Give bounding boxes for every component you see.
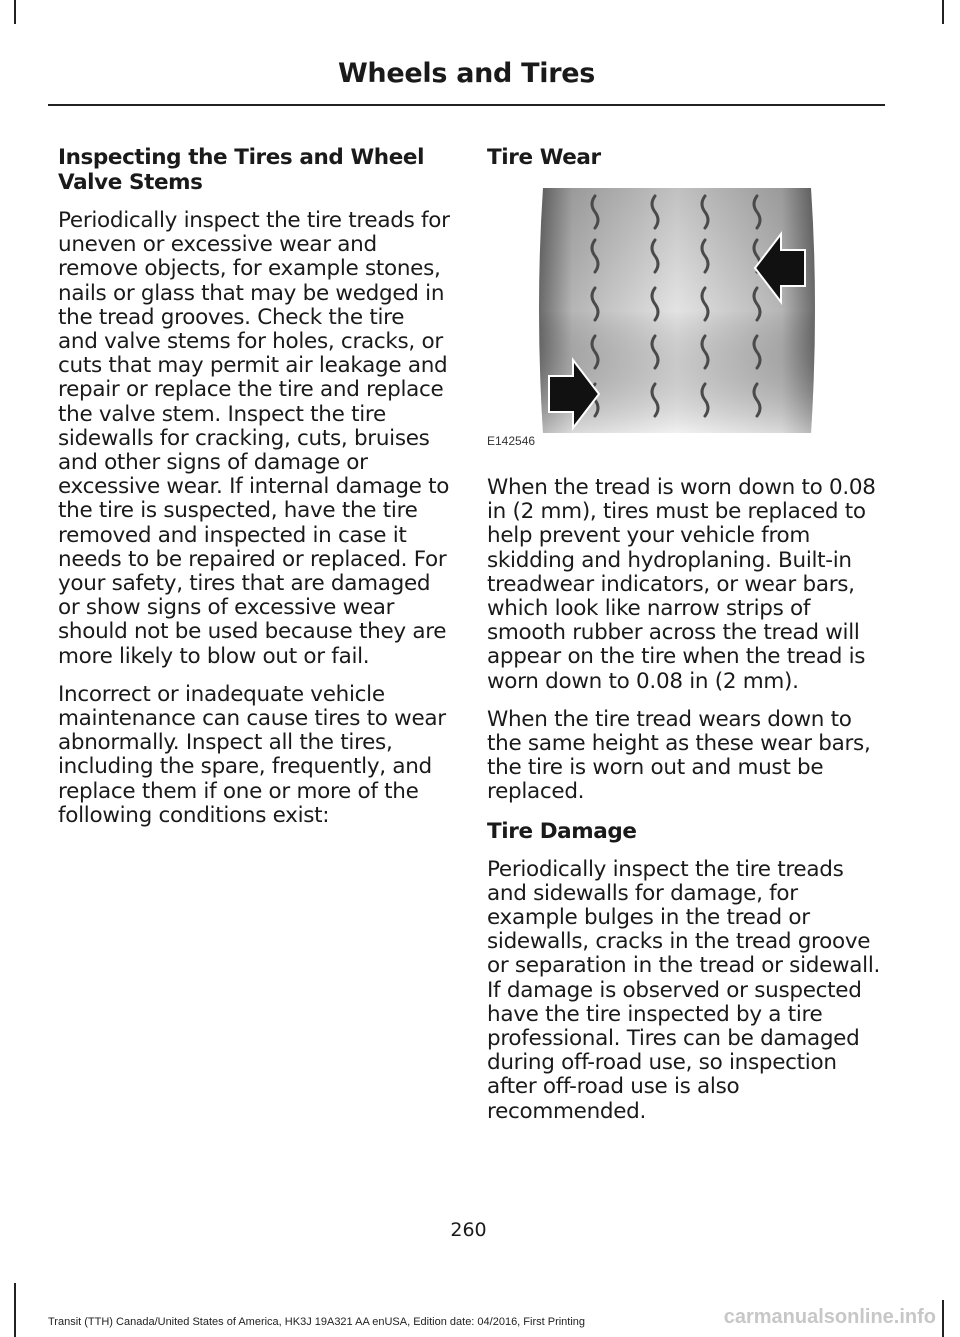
paragraph-wear-bars: When the tire tread wears down to the same height as these wear bars, the tire is worn out and must be replaced. (487, 706, 871, 805)
watermark: carmanualsonline.info (723, 1306, 936, 1328)
tire-tread-illustration (535, 188, 819, 433)
left-column (58, 145, 450, 842)
tire-wear-figure (487, 188, 837, 448)
footer-edition-info: Transit (TTH) Canada/United States of America, HK3J 19A321 AA enUSA, Edition date: 04/2016, First Printing (48, 1316, 586, 1328)
crop-mark-bottom-right (942, 1300, 944, 1337)
crop-mark-top-right (942, 0, 944, 24)
paragraph-inspect-treads: Periodically inspect the tire treads for uneven or excessive wear and remove objects, for example stones, nails or glass that may be wedged in the tread grooves. Check the tire and valve stems for holes, cracks, or cuts that may permit air leakage and repair or replace the tire and replace the valve stem. Inspect the tire sidewalls for cracking, cuts, bruises and other signs of damage or excessive wear. If internal damage to the tire is suspected, have the tire removed and inspected in case it needs to be repaired or replaced. For your safety, tires that are damaged or show signs of excessive wear should not be used because they are more likely to blow out or fail. (58, 208, 450, 669)
section-heading-tire-damage: Tire Damage (487, 818, 637, 844)
right-column (487, 145, 885, 1138)
page-header-title: Wheels and Tires (337, 58, 596, 89)
page-number: 260 (450, 1219, 487, 1241)
paragraph-maintenance: Incorrect or inadequate vehicle maintenance can cause tires to wear abnormally. Inspect all the tires, including the spare, frequently, and replace them if one or more of the following conditions exist: (58, 681, 446, 828)
paragraph-tire-damage: Periodically inspect the tire treads and sidewalls for damage, for example bulges in the tread or sidewalls, cracks in the tread groove or separation in the tread or sidewall. If damage is observed or suspected have the tire inspected by a tire professional. Tires can be damaged during off-road use, so inspection after off-road use is also recommended. (487, 856, 881, 1124)
figure-label: E142546 (487, 434, 536, 448)
header-divider (48, 104, 885, 106)
section-heading-tire-wear: Tire Wear (487, 145, 601, 170)
crop-mark-top-left (14, 0, 16, 24)
paragraph-tread-worn: When the tread is worn down to 0.08 in (2 mm), tires must be replaced to help prevent your vehicle from skidding and hydroplaning. Built-in treadwear indicators, or wear bars, which look like narrow strips of smooth rubber across the tread will appear on the tire when the tread is worn down to 0.08 in (2 mm). (487, 475, 876, 694)
section-heading-inspecting: Inspecting the Tires and Wheel Valve Stems (58, 145, 425, 195)
crop-mark-bottom-left (14, 1283, 16, 1337)
